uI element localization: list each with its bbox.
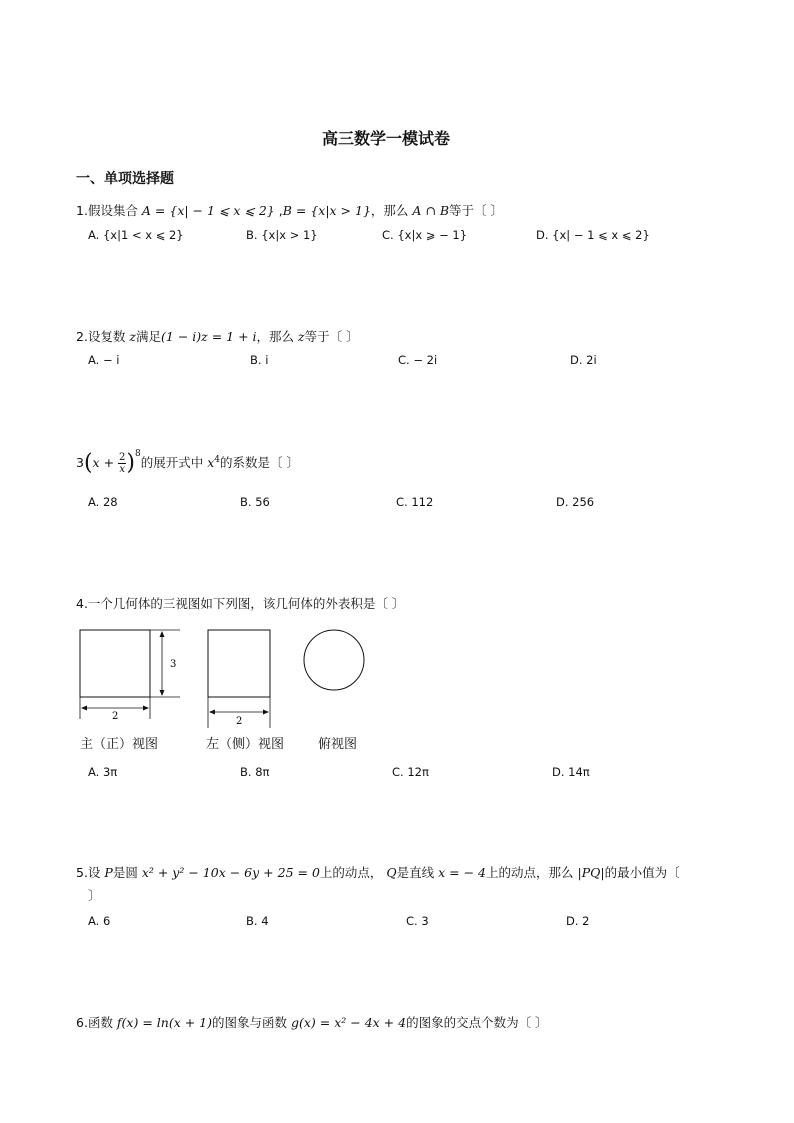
fraction: $\frac{2}{x}$ xyxy=(119,452,126,475)
set-a-expr: A = {x| − 1 ⩽ x ⩽ 2} xyxy=(141,203,275,218)
question-4: 4.一个几何体的三视图如下列图，该几何体的外表积是〔 〕 xyxy=(76,596,405,611)
question-5-continuation: 〕 xyxy=(88,888,101,903)
function-g: g(x) = x² − 4x + 4 xyxy=(290,1015,407,1030)
set-b-expr: B = {x|x > 1} xyxy=(282,203,371,218)
q2-option-b[interactable]: B. i xyxy=(250,353,269,367)
question-2: 2.设复数 z满足(1 − i)z = 1 + i，那么 z等于〔 〕 xyxy=(76,329,359,344)
q4-option-b[interactable]: B. 8π xyxy=(240,765,270,779)
q3-option-c[interactable]: C. 112 xyxy=(396,495,434,509)
q1-option-a[interactable]: A. {x|1 < x ⩽ 2} xyxy=(88,228,184,242)
function-f: f(x) = ln(x + 1) xyxy=(116,1015,212,1030)
section-heading: 一、单项选择题 xyxy=(76,171,174,187)
q2-option-a[interactable]: A. − i xyxy=(88,353,120,367)
top-view-label: 俯视图 xyxy=(318,737,358,752)
intersection-expr: A ∩ B xyxy=(412,203,450,218)
q5-option-c[interactable]: C. 3 xyxy=(406,914,429,928)
three-view-diagram xyxy=(76,624,376,728)
q2-option-c[interactable]: C. − 2i xyxy=(398,353,438,367)
q5-option-b[interactable]: B. 4 xyxy=(246,914,269,928)
q4-option-a[interactable]: A. 3π xyxy=(88,765,118,779)
q3-option-a[interactable]: A. 28 xyxy=(88,495,118,509)
circle-equation: x² + y² − 10x − 6y + 25 = 0 xyxy=(141,865,320,880)
q3-option-d[interactable]: D. 256 xyxy=(556,495,595,509)
question-3: 3(x + $\frac{2}{x}$ )$^8$的展开式中 $x^4$的系数是〔 〕 xyxy=(76,448,299,476)
distance-expr: |PQ| xyxy=(577,865,605,880)
q5-option-d[interactable]: D. 2 xyxy=(566,914,590,928)
question-5: 5.设 P是圆 x² + y² − 10x − 6y + 25 = 0上的动点， Q是直线 x = − 4上的动点，那么 |PQ|的最小值为〔 xyxy=(76,865,680,880)
height-dimension-label: 3 xyxy=(170,659,177,670)
q4-option-d[interactable]: D. 14π xyxy=(552,765,590,779)
question-1: 1.假设集合 A = {x| − 1 ⩽ x ⩽ 2} ,B = {x|x > 1}，那么 A ∩ B等于〔 〕 xyxy=(76,203,504,218)
q2-option-d[interactable]: D. 2i xyxy=(570,353,597,367)
q1-option-b[interactable]: B. {x|x > 1} xyxy=(246,228,318,242)
line-equation: x = − 4 xyxy=(438,865,486,880)
side-view-label: 左（侧）视图 xyxy=(206,737,285,752)
top-view-circle xyxy=(304,630,364,690)
q5-option-a[interactable]: A. 6 xyxy=(88,914,111,928)
front-view-square xyxy=(80,630,150,697)
q1-option-d[interactable]: D. {x| − 1 ⩽ x ⩽ 2} xyxy=(536,228,650,242)
q4-option-c[interactable]: C. 12π xyxy=(392,765,429,779)
q3-option-b[interactable]: B. 56 xyxy=(240,495,270,509)
page-title: 高三数学一模试卷 xyxy=(322,129,451,148)
front-view-label: 主（正）视图 xyxy=(80,737,159,752)
q1-option-c[interactable]: C. {x|x ⩾ − 1} xyxy=(382,228,468,242)
equation-expr: (1 − i)z = 1 + i xyxy=(161,329,257,344)
front-width-dimension-label: 2 xyxy=(112,711,119,722)
question-6: 6.函数 f(x) = ln(x + 1)的图象与函数 g(x) = x² − 4x + 4的图象的交点个数为〔 〕 xyxy=(76,1015,548,1030)
side-width-dimension-label: 2 xyxy=(236,716,243,727)
side-view-square xyxy=(208,630,270,697)
